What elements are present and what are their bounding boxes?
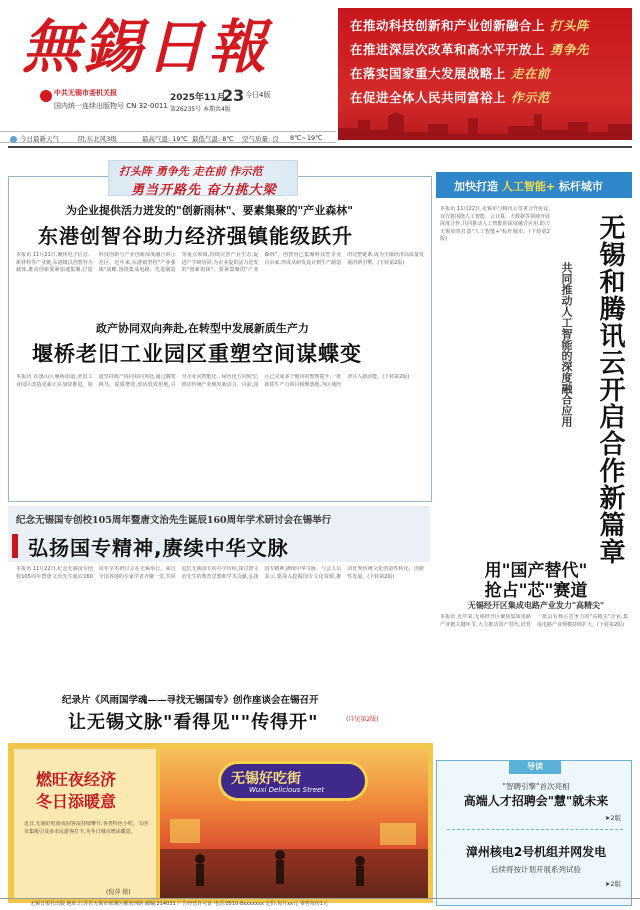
publication-info bbox=[40, 88, 340, 120]
ai-city-tag bbox=[436, 172, 632, 198]
weather-min: 最低气温: 8℃ bbox=[192, 135, 234, 143]
weather-aqi: 空气质量: 良 bbox=[242, 135, 279, 143]
guide-item-1-title: 高端人才招聘会"慧"就未来 bbox=[463, 794, 609, 808]
weather-label: 今日最新天气 bbox=[20, 135, 59, 143]
cn-number: 国内统一连续出版物号 CN 32-0011 bbox=[54, 102, 168, 110]
chip-body: 本报讯 近年来,无锡经开区聚焦集成电路产业链关键环节,大力推动国产替代,培育一批具有核心竞争力的"高精尖"企业,集成电路产业规模持续扩大。(下转第2版) bbox=[440, 614, 628, 628]
right-lead-headline[interactable]: 无锡和腾讯云开启合作新篇章 bbox=[595, 214, 625, 565]
guide-item-2-title: 漳州核电2号机组并网发电 bbox=[465, 845, 607, 859]
story3-headline[interactable]: 弘扬国专精神,赓续中华文脉 bbox=[28, 536, 289, 560]
story1-headline[interactable]: 东港创智谷助力经济强镇能级跃升 bbox=[38, 224, 353, 248]
section-divider bbox=[8, 146, 632, 148]
story1-body: 本报讯 11月21日,聚焦电子信息、新材料等产业链,东港镇以创智谷为载体,推动创新要素加速集聚,打造科技创新与产业创新深度融合的示范区。近年来,东港镇坚持"产业强镇"战略,围绕集成电路、先进制造等重点领域,持续完善产业生态,促进产学研协同,为企业提供活力迸发的"创新雨林"、要素集聚的"产业森林"。创智谷已集聚科技型企业百余家,形成从研发设计到生产制造的完整链条,成为全镇经济高质量发展的新引擎。(下转第2版) bbox=[16, 252, 424, 273]
guide-item-1-page: ➤2版 bbox=[604, 814, 621, 822]
page-count: 今日4版 bbox=[245, 91, 271, 99]
feature-credit: (倪萍 摄) bbox=[106, 889, 131, 896]
street-sign-en: Wuxi Delicious Street bbox=[249, 786, 325, 794]
weather-range: 8℃~19℃ bbox=[290, 134, 323, 142]
slogan-line-4: 在促进全体人民共同富裕上 作示范 bbox=[350, 90, 550, 105]
feature-text-pane bbox=[14, 749, 156, 899]
issue-day: 23 bbox=[222, 86, 245, 105]
newspaper-logo: 無錫日報 bbox=[22, 13, 271, 81]
stamp-line-1: 打头阵 勇争先 走在前 作示范 bbox=[119, 165, 263, 178]
story3-kicker: 纪念无锡国专创校105周年暨唐文治先生诞辰160周年学术研讨会在锡举行 bbox=[16, 515, 332, 526]
right-lead-body: 本报讯 11月22日,无锡市与腾讯云签署合作协议,双方将围绕人工智能、云计算、大数据等领域开展深度合作,共同推动人工智能的深度融合应用,助力无锡加快打造"人工智能+"标杆城市。(下转第2版) bbox=[440, 206, 550, 242]
crowd-silhouette-icon bbox=[160, 819, 428, 899]
story2-headline[interactable]: 堰桥老旧工业园区重塑空间谋蝶变 bbox=[32, 342, 362, 366]
ai-city-tag-text: 加快打造 人工智能+ 标杆城市 bbox=[454, 180, 603, 193]
story3-body: 本报讯 11月22日,纪念无锡国专创校105周年暨唐文治先生诞辰160周年学术研讨会在无锡举行。来自全国各地的专家学者齐聚一堂,共同追忆无锡国专的办学历程,探讨唐文治先生的教育思想和学术贡献,弘扬国专精神,赓续中华文脉。与会人员表示,要深入挖掘国专文化资源,推动优秀传统文化创造性转化、创新性发展。(下转第2版) bbox=[16, 566, 424, 580]
story1-kicker: 为企业提供活力迸发的"创新雨林"、要素集聚的"产业森林" bbox=[66, 204, 353, 217]
issue-number: 第26235号 本期共4版 bbox=[170, 106, 231, 113]
feature-photo-block bbox=[8, 743, 433, 903]
story3-accent-bar bbox=[12, 534, 18, 558]
guide-item-2-sub: 后续将按计划开展系列试验 bbox=[491, 865, 581, 874]
chip-subhead: 无锡经开区集成电路产业发力"高精尖" bbox=[467, 601, 605, 610]
weather-condition: 阴,东北风3级 bbox=[78, 135, 117, 143]
slogan-line-1: 在推动科技创新和产业创新融合上 打头阵 bbox=[350, 18, 589, 33]
guide-item-2[interactable] bbox=[447, 843, 625, 888]
slogan-line-3: 在落实国家重大发展战略上 走在前 bbox=[350, 66, 550, 81]
feature-caption: 近日,无锡好吃街夜间客流持续攀升,各类特色小吃、文创市集吸引众多市民游客打卡,为冬日城市增添暖意。 bbox=[24, 821, 148, 835]
stamp-line-2: 勇当开路先 奋力挑大梁 bbox=[131, 183, 277, 198]
guide-tab: 导读 bbox=[509, 760, 561, 774]
weather-max: 最高气温: 19℃ bbox=[142, 135, 188, 143]
chip-headline-line2[interactable]: 抢占"芯"赛道 bbox=[484, 581, 588, 601]
guide-item-1-kicker: "智聘引擎"首次亮相 bbox=[502, 782, 570, 791]
right-lead-subhead: 共同推动人工智能的深度融合应用 bbox=[560, 262, 573, 427]
guide-box bbox=[436, 760, 632, 906]
chip-headline-line1[interactable]: 用"国产替代" bbox=[484, 561, 588, 581]
guide-divider bbox=[447, 829, 623, 830]
story4-kicker: 纪录片《风雨国学魂——寻找无锡国专》创作座谈会在锡召开 bbox=[62, 695, 319, 706]
issue-date: 2025年11月 bbox=[170, 93, 226, 103]
street-sign-cn: 无锡好吃街 bbox=[231, 771, 301, 787]
slogan-line-2: 在推进深层次改革和高水平开放上 勇争先 bbox=[350, 42, 589, 57]
footer-bar: 无锡日报社出版 地址:江苏省无锡市梁溪区解放西路 邮编:214031 广告经营许可证 电话:0510-8xxxxxxx 定价:每月xx元 零售每份1元 bbox=[0, 898, 640, 910]
story4-page-ref[interactable]: (详见第2版) bbox=[346, 716, 379, 723]
street-sign bbox=[218, 761, 368, 801]
feature-title-1: 燃旺夜经济 bbox=[36, 770, 117, 789]
story4-headline[interactable]: 让无锡文脉"看得见""传得开" bbox=[68, 712, 319, 733]
weather-bar bbox=[0, 131, 336, 143]
party-emblem-icon bbox=[40, 90, 52, 102]
city-skyline-icon bbox=[338, 106, 632, 140]
guide-item-1[interactable] bbox=[447, 781, 625, 822]
feature-title-2: 冬日添暖意 bbox=[36, 792, 117, 811]
street-night-photo[interactable] bbox=[160, 749, 428, 899]
guide-item-2-page: ➤2版 bbox=[604, 880, 621, 888]
story2-kicker: 政产协同双向奔赴,在转型中发展新质生产力 bbox=[96, 322, 309, 335]
slogan-banner bbox=[338, 8, 632, 140]
story2-body: 本报讯 在惠山区堰桥街道,老旧工业园区改造更新正在加快推进。街道坚持政产协同双向奔赴,通过腾笼换鸟、提质增效,盘活低效用地,引导企业向智能化、绿色化方向转型,推动传统产业焕发新活力。目前,园区已完成多个地块的整理提升,一批新质生产力项目相继落地,为区域经济注入新动能。(下转第2版) bbox=[16, 374, 410, 388]
sponsor-label: 中共无锡市委机关报 bbox=[54, 89, 117, 97]
slogan-stamp bbox=[108, 160, 298, 196]
